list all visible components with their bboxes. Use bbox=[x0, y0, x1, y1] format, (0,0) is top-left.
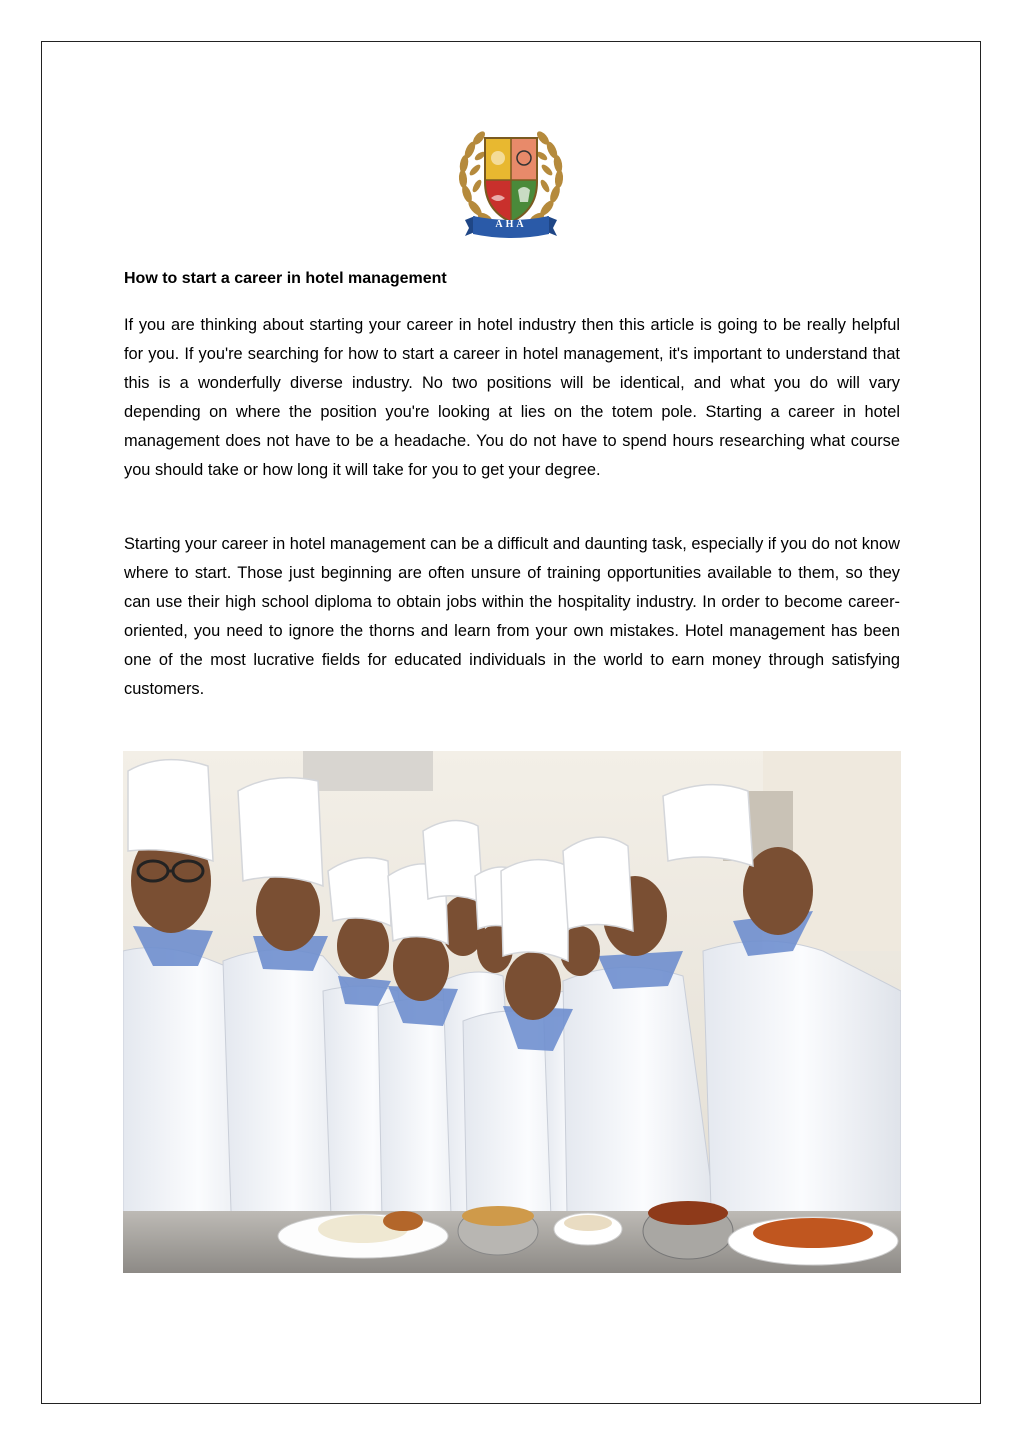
chef-students-group-image bbox=[123, 751, 901, 1273]
article-title: How to start a career in hotel management bbox=[124, 270, 447, 287]
article-paragraph-2: Starting your career in hotel management can be a difficult and daunting task, especially if you do not know where to start. Those just beginning are often unsure of training opportunities available to them, so they can use their high school diploma to obtain jobs within the hospitality industry. In order to become career-oriented, you need to ignore the thorns and learn from your own mistakes. Hotel management has been one of the most lucrative fields for educated individuals in the world to earn money through satisfying customers. bbox=[124, 535, 900, 698]
logo-ribbon-text: AHA bbox=[495, 219, 527, 230]
chef-students-photo bbox=[123, 751, 901, 1273]
article-paragraph-1: If you are thinking about starting your career in hotel industry then this article is going to be really helpful for you. If you're searching for how to start a career in hotel management, it's important to understand that this is a wonderfully diverse industry. No two positions will be identical, and what you do will vary depending on where the position you're looking at lies on the totem pole. Starting a career in hotel management does not have to be a headache. You do not have to spend hours researching what course you should take or how long it will take for you to get your degree. bbox=[124, 316, 900, 479]
aha-logo bbox=[453, 124, 569, 242]
